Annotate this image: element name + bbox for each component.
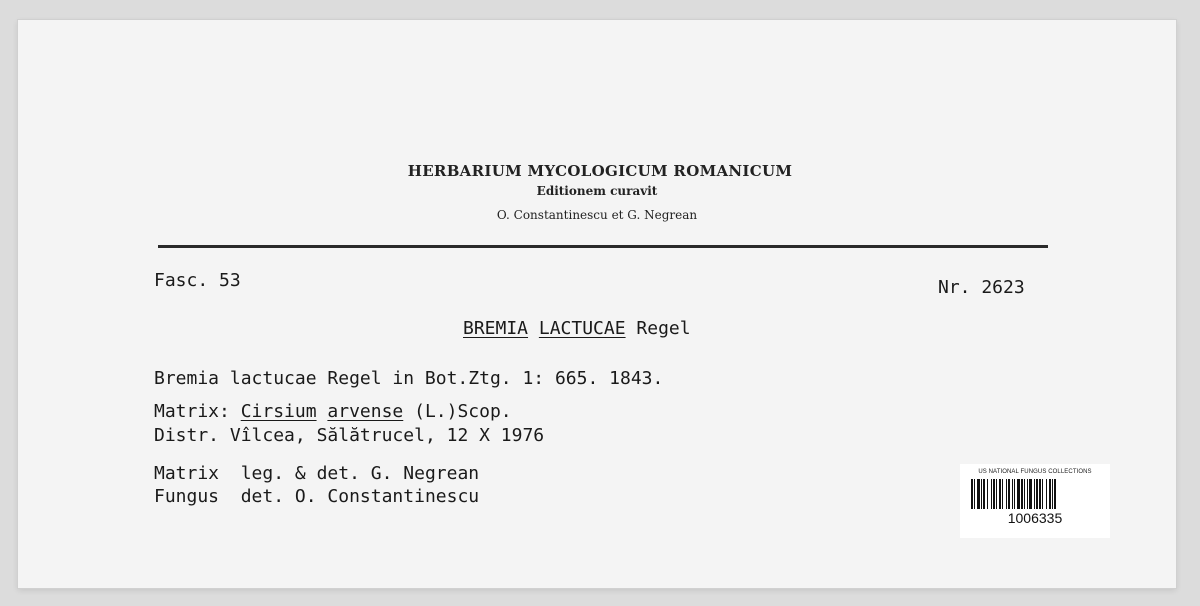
- herbarium-subtitle: Editionem curavit: [536, 184, 658, 198]
- header-divider: [158, 245, 1048, 248]
- distribution-row: [154, 425, 544, 447]
- herbarium-label: [18, 20, 1176, 588]
- matrix-label: Matrix:: [154, 401, 230, 422]
- species-citation: Bremia lactucae Regel in Bot.Ztg. 1: 665. 1843.: [154, 368, 664, 389]
- distribution-value: Vîlcea, Sălătrucel, 12 X 1976: [229, 425, 545, 446]
- matrix-epithet: arvense: [327, 401, 404, 422]
- distribution-label: Distr.: [154, 425, 220, 446]
- species-epithet: LACTUCAE: [538, 318, 626, 339]
- species-genus: BREMIA: [463, 318, 529, 339]
- collector-label: Matrix: [154, 463, 220, 484]
- matrix-row: [154, 401, 512, 423]
- determiner-row: [154, 486, 479, 508]
- matrix-genus: Cirsium: [240, 401, 317, 422]
- determiner-value: det. O. Constantinescu: [240, 486, 480, 507]
- specimen-number: Nr. 2623: [938, 277, 1025, 298]
- fascicle-number: Fasc. 53: [154, 270, 241, 291]
- species-title: [463, 318, 691, 340]
- matrix-author: (L.)Scop.: [414, 401, 512, 422]
- barcode-icon: [969, 479, 1101, 509]
- barcode-number: 1006335: [1007, 510, 1063, 526]
- barcode-caption: US NATIONAL FUNGUS COLLECTIONS: [978, 469, 1092, 475]
- collector-value: leg. & det. G. Negrean: [240, 463, 480, 484]
- herbarium-title: HERBARIUM MYCOLOGICUM ROMANICUM: [407, 162, 793, 180]
- herbarium-editors: O. Constantinescu et G. Negrean: [496, 208, 698, 222]
- label-header: [18, 160, 1176, 226]
- species-author: Regel: [636, 318, 691, 339]
- barcode-sticker: [960, 464, 1110, 538]
- determiner-label: Fungus: [154, 486, 220, 507]
- collector-row: [154, 463, 479, 485]
